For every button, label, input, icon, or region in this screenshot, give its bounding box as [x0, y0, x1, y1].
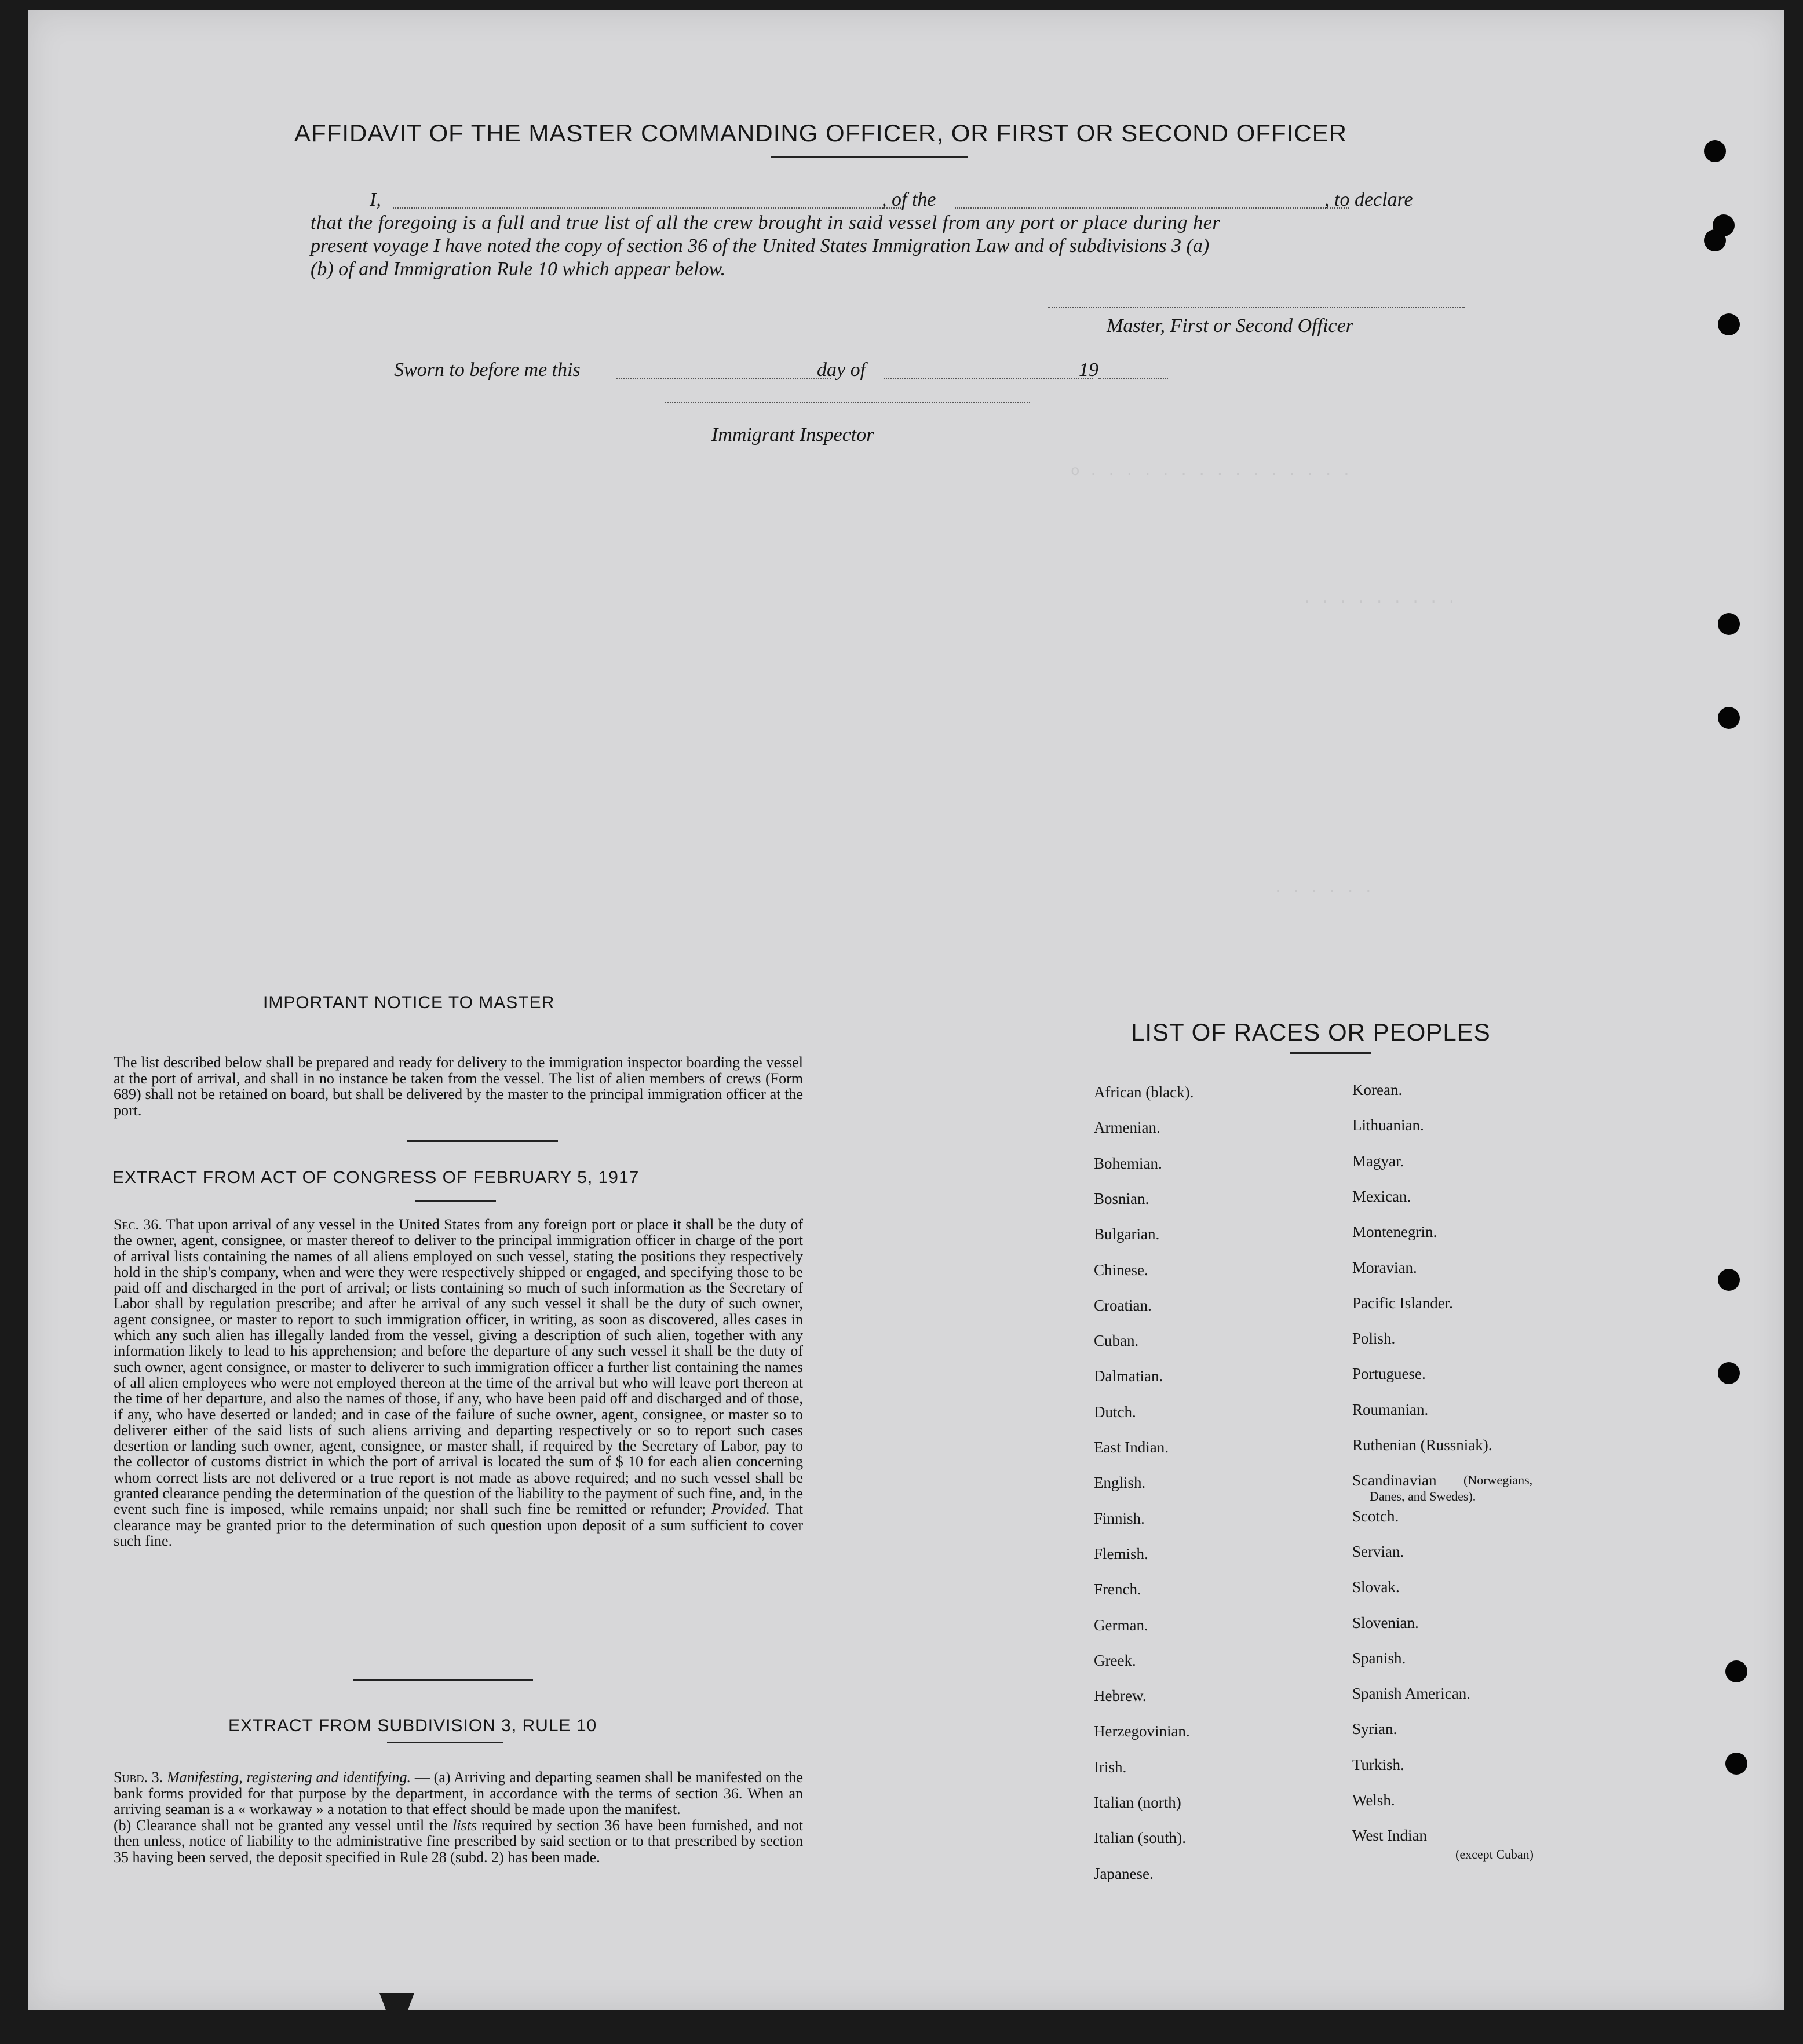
bleed-through-text: o . . . . . . . . . . . . . . .	[1071, 462, 1351, 480]
race-item: Greek.	[1094, 1651, 1136, 1669]
sworn-year: 19	[1079, 359, 1098, 381]
sworn-label: Sworn to before me this	[394, 359, 581, 381]
races-title: LIST OF RACES OR PEOPLES	[1131, 1019, 1491, 1046]
subdivision-label: Subd. 3.	[114, 1769, 163, 1786]
section-36-end: That clearance may be granted prior to the determination of such question upon deposit of a sum sufficient to cover such fine.	[114, 1501, 804, 1549]
race-item: Syrian.	[1352, 1720, 1397, 1738]
sworn-day-of: day of	[817, 359, 866, 381]
subdivision-heading: Manifesting, registering and identifying.	[167, 1769, 411, 1786]
bleed-through-text: . . . . . . . . .	[1302, 590, 1457, 607]
provided-label: Provided.	[711, 1501, 770, 1518]
subdivision-lists-word: lists	[452, 1816, 477, 1834]
rule-extract-text	[114, 1769, 803, 1865]
race-item: Cuban.	[1094, 1332, 1139, 1350]
race-item: Magyar.	[1352, 1152, 1404, 1170]
race-item: Bulgarian.	[1094, 1225, 1160, 1243]
binder-hole-icon	[1718, 1269, 1740, 1291]
race-item: Dalmatian.	[1094, 1367, 1163, 1385]
binder-hole-icon	[1704, 140, 1726, 162]
race-item: Chinese.	[1094, 1261, 1148, 1279]
notice-title: IMPORTANT NOTICE TO MASTER	[263, 993, 555, 1012]
scandinavian-note-2: Danes, and Swedes).	[1370, 1489, 1476, 1503]
race-item: Polish.	[1352, 1330, 1396, 1348]
affidavit-title: AFFIDAVIT OF THE MASTER COMMANDING OFFICER, OR FIRST OR SECOND OFFICER	[294, 119, 1347, 147]
race-item: East Indian.	[1094, 1439, 1169, 1456]
section-36-text: That upon arrival of any vessel in the United States from any foreign port or place it shall be the duty of the owner, agent, consignee, or master thereof to deliver to the principal immigration officer in charge of the port of arrival lists containing the names of all aliens employed on such vessel, stating the positions they respectively hold in the ship's company, when and were they were respectively shipped or engaged, and specifying those to be paid off and discharged in the port of arrival; or lists containing so much of such information as the Secretary of Labor shall by regulation prescribe; and after he arrival of any such vessel it shall be the duty of such owner, agent consignee, or master to report to such immigration officer, in writing, as soon as discovered, alles cases in which any such alien has illegally landed from the vessel, giving a description of such alien, together with any information likely to lead to his apprehension; and before the departure of any such vessel it shall be the duty of such owner, agent consignee, or master to deliverer to such immigration officer a further list containing the names of all alien employees who were not employed thereon at the time of the arrival but who will leave port thereon at the time of her departure, and also the names of those, if any, who have been paid off and discharged and of those, if any, who have deserted or landed; and in case of the failure of suche owner, agent, consignee, or master so to deliverer either of the said lists of such aliens arriving and departing respectively or so to report such cases desertion or landing such owner, agent, consignee, or master shall, if required by the Secretary of Labor, pay to the collector of customs district in which the port of arrival is located the sum of $ 10 for each alien concerning whom correct lists are not delivered or a true report is not made as above required; and no such vessel shall be granted clearance pending the determination of the question of the liability to the payment of such fine, and, in the event such fine is imposed, while remains unpaid; nor shall such fine be remitted or refunder;	[114, 1216, 803, 1518]
race-item: German.	[1094, 1616, 1148, 1634]
race-item: Korean.	[1352, 1081, 1403, 1098]
race-item: Portuguese.	[1352, 1365, 1426, 1383]
race-item: Bohemian.	[1094, 1154, 1162, 1172]
race-item: Welsh.	[1352, 1791, 1395, 1809]
race-item: Dutch.	[1094, 1403, 1136, 1421]
race-item: French.	[1094, 1581, 1141, 1598]
race-item: Herzegovinian.	[1094, 1722, 1190, 1740]
race-item: Scotch.	[1352, 1507, 1399, 1525]
race-item: Bosnian.	[1094, 1189, 1149, 1207]
sworn-month-line[interactable]	[884, 378, 1093, 379]
race-item: Italian (north)	[1094, 1794, 1181, 1811]
inspector-signature-line[interactable]	[665, 402, 1030, 403]
document-page	[28, 10, 1784, 2010]
race-item: Roumanian.	[1352, 1400, 1429, 1418]
act-end-divider	[353, 1679, 533, 1681]
subdivision-para-b-end: required by section 36 have been furnished, and not then unless, notice of liability to the administrative fine prescribed by said section or to that prescribed by section 35 having been served, the deposit specified in Rule 28 (subd. 2) has been made.	[114, 1816, 804, 1866]
race-item: Lithuanian.	[1352, 1116, 1424, 1134]
binder-hole-icon	[1718, 613, 1740, 635]
race-item: Mexican.	[1352, 1187, 1411, 1205]
binder-hole-icon	[1704, 229, 1726, 251]
affidavit-to-declare: , to declare	[1324, 189, 1413, 210]
race-item: Slovenian.	[1352, 1614, 1419, 1631]
race-item: Spanish.	[1352, 1649, 1406, 1667]
binder-hole-icon	[1725, 1753, 1747, 1775]
sworn-year-line[interactable]	[1098, 378, 1168, 379]
race-item: English.	[1094, 1474, 1146, 1492]
affidavit-i: I,	[370, 189, 381, 210]
signature-label: Master, First or Second Officer	[1107, 315, 1353, 337]
rule-extract-divider	[387, 1742, 503, 1743]
race-item: Slovak.	[1352, 1578, 1400, 1596]
race-item: Hebrew.	[1094, 1687, 1147, 1705]
binder-hole-icon	[1718, 1362, 1740, 1384]
race-item: West Indian	[1352, 1827, 1428, 1845]
section-label: Sec. 36.	[114, 1216, 162, 1233]
race-item: Spanish American.	[1352, 1685, 1470, 1703]
race-item: Armenian.	[1094, 1119, 1160, 1137]
torn-edge	[379, 1993, 414, 2039]
act-extract-text	[114, 1217, 803, 1549]
race-item: Irish.	[1094, 1758, 1127, 1776]
act-extract-divider	[415, 1200, 496, 1202]
races-divider	[1290, 1052, 1371, 1054]
race-item: Finnish.	[1094, 1509, 1145, 1527]
notice-text: The list described below shall be prepared and ready for delivery to the immigration inspector boarding the vessel at the port of arrival, and shall in no instance be taken from the vessel. The list of alien members of crews (Form 689) shall not be retained on board, but shall be delivered by the master to the principal immigration officer at the port.	[114, 1054, 803, 1119]
race-item: Montenegrin.	[1352, 1223, 1437, 1241]
race-item: Ruthenian (Russniak).	[1352, 1436, 1492, 1454]
race-item: Moravian.	[1352, 1258, 1417, 1276]
subdivision-para-b-start: (b) Clearance shall not be granted any vessel until the	[114, 1816, 448, 1834]
subdivision-para-a: — (a) Arriving and departing seamen shall be manifested on the bank forms provided for that purpose by the department, in accordance with the terms of section 36. When an arriving seaman is a « workaway » a notation to that effect should be made upon the manifest.	[114, 1769, 804, 1817]
binder-hole-icon	[1718, 707, 1740, 729]
vessel-blank-line[interactable]	[955, 207, 1349, 209]
race-item: Japanese.	[1094, 1864, 1154, 1882]
west-indian-note: (except Cuban)	[1455, 1847, 1534, 1862]
race-item: African (black).	[1094, 1083, 1194, 1101]
scandinavian-note-1: (Norwegians,	[1463, 1473, 1533, 1487]
race-item: Italian (south).	[1094, 1829, 1186, 1847]
affidavit-line-4: (b) of and Immigration Rule 10 which appear below.	[311, 258, 726, 280]
rule-extract-title: EXTRACT FROM SUBDIVISION 3, RULE 10	[228, 1716, 597, 1735]
binder-hole-icon	[1725, 1660, 1747, 1682]
act-extract-title: EXTRACT FROM ACT OF CONGRESS OF FEBRUARY 5, 1917	[112, 1168, 640, 1187]
signature-line[interactable]	[1048, 307, 1465, 308]
affidavit-of-the: , of the	[882, 189, 936, 210]
race-item: Servian.	[1352, 1542, 1404, 1560]
race-item: Scandinavian	[1352, 1472, 1437, 1490]
title-divider	[771, 156, 968, 158]
race-item: Flemish.	[1094, 1545, 1148, 1563]
sworn-day-line[interactable]	[616, 378, 831, 379]
race-item: Croatian.	[1094, 1296, 1152, 1314]
name-blank-line[interactable]	[393, 207, 902, 209]
notice-divider	[407, 1140, 558, 1142]
bleed-through-text: . . . . . .	[1273, 879, 1373, 897]
affidavit-line-2: that the foregoing is a full and true list of all the crew brought in said vessel from any port or place during her	[311, 212, 1221, 233]
affidavit-line-3: present voyage I have noted the copy of section 36 of the United States Immigration Law and of subdivisions 3 (a)	[311, 235, 1210, 257]
binder-hole-icon	[1718, 313, 1740, 335]
race-item: Turkish.	[1352, 1755, 1404, 1773]
race-item: Pacific Islander.	[1352, 1294, 1453, 1312]
inspector-label: Immigrant Inspector	[711, 424, 874, 446]
